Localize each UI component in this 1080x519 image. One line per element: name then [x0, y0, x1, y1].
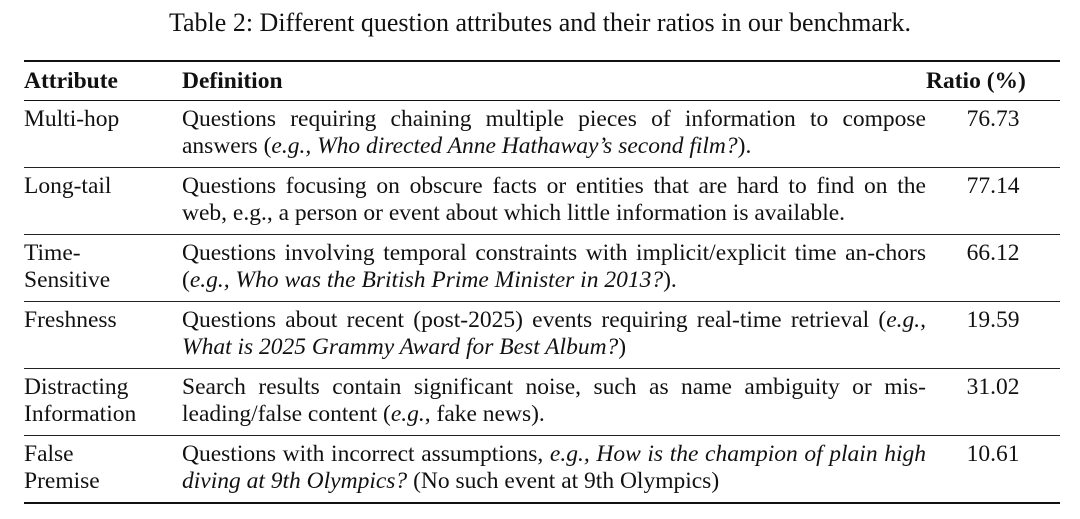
definition-text: Questions about recent (post-2025) events requiring real-time retrieval (: [182, 307, 887, 333]
definition-cell: [182, 235, 926, 302]
attribute-cell: [24, 101, 182, 168]
ratio-cell: 76.73: [966, 106, 1020, 132]
attribute-text: Time-: [24, 240, 81, 266]
attribute-text: Freshness: [24, 307, 117, 333]
table-row: [24, 369, 1060, 436]
definition-cell: [182, 302, 926, 369]
ratio-cell: 77.14: [966, 173, 1020, 199]
attribute-cell: [24, 235, 182, 302]
attribute-text: Sensitive: [24, 267, 111, 293]
definition-text: ).: [663, 267, 677, 293]
definition-text: Search results contain significant noise, such as name ambiguity or mis-leading/false content (: [182, 374, 926, 427]
header-ratio: Ratio (%): [926, 68, 1026, 94]
ratio-cell: 19.59: [966, 307, 1020, 333]
definition-cell: [182, 168, 926, 235]
table-row: [24, 302, 1060, 369]
attributes-table: [24, 60, 1060, 504]
table-row: [24, 235, 1060, 302]
definition-cell: [182, 436, 926, 504]
definition-text: (No such event at 9th Olympics): [407, 468, 720, 494]
ratio-cell: 66.12: [966, 240, 1020, 266]
attribute-cell: [24, 302, 182, 369]
definition-text: Questions involving temporal constraints with implicit/explicit time an-chors (: [182, 240, 926, 293]
definition-text: Questions requiring chaining multiple pieces of information to compose answers (: [182, 106, 926, 159]
definition-cell: [182, 101, 926, 168]
table-row: [24, 436, 1060, 504]
header-definition: Definition: [182, 68, 283, 94]
attribute-cell: [24, 369, 182, 436]
attribute-text: False: [24, 441, 74, 467]
table-caption: Table 2: Different question attributes and their ratios in our benchmark.: [168, 8, 912, 37]
attribute-cell: [24, 436, 182, 504]
table-body: [24, 101, 1060, 504]
ratio-cell: 10.61: [966, 441, 1020, 467]
table-row: [24, 101, 1060, 168]
table-row: [24, 168, 1060, 235]
table-header-row: [24, 61, 1060, 101]
ratio-cell: 31.02: [966, 374, 1020, 400]
definition-text: ): [618, 334, 627, 360]
definition-text: , fake news).: [424, 401, 545, 427]
definition-text: ).: [737, 133, 752, 159]
attribute-text: Long-tail: [24, 173, 112, 199]
definition-example-text: e.g., What is 2025 Grammy Award for Best Album?: [182, 307, 926, 360]
definition-example-text: e.g., How is the champion of plain high diving at 9th Olympics?: [182, 441, 926, 494]
definition-example-text: e.g., Who was the British Prime Minister in 2013?: [189, 267, 664, 293]
definition-text: Questions focusing on obscure facts or entities that are hard to find on the web, e.g., a person or event about which little information is available.: [182, 173, 926, 226]
definition-cell: [182, 369, 926, 436]
definition-example-text: e.g.: [390, 401, 425, 427]
attribute-text: Multi-hop: [24, 106, 120, 132]
attribute-text: Premise: [24, 468, 100, 494]
header-attribute: Attribute: [24, 68, 118, 94]
attribute-text: Information: [24, 401, 137, 427]
attribute-text: Distracting: [24, 374, 129, 400]
definition-example-text: e.g., Who directed Anne Hathaway’s second film?: [271, 133, 738, 159]
definition-text: Questions with incorrect assumptions,: [182, 441, 550, 467]
attribute-cell: [24, 168, 182, 235]
